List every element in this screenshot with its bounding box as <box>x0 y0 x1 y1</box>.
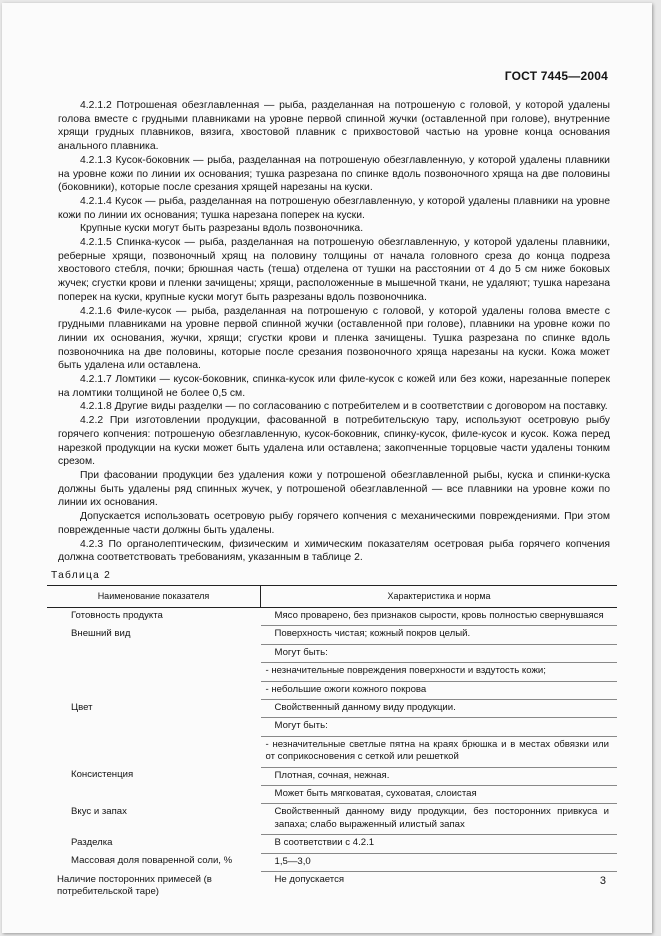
row-value: Могут быть: <box>261 718 618 736</box>
row-name <box>47 718 261 736</box>
specification-table <box>47 585 617 901</box>
table-row <box>47 736 617 767</box>
table-row <box>47 663 617 681</box>
row-value: - незначительные светлые пятна на краях брюшка и в местах обвязки или от соприкосновения с сеткой или решеткой <box>261 736 618 767</box>
row-name: Наличие посторонних примесей (в потребительской таре) <box>57 873 212 897</box>
row-value: - небольшие ожоги кожного покрова <box>261 681 618 699</box>
paragraph-4-2-1-7: 4.2.1.7 Ломтики — кусок-боковник, спинка-кусок или филе-кусок с кожей или без кожи, нарезанные поперек на ломтики толщиной не более 0,5 см. <box>58 374 610 399</box>
table-row <box>47 804 617 835</box>
paragraph-4-2-1-3: 4.2.1.3 Кусок-боковник — рыба, разделанная на потрошеную обезглавленную, у которой удалены плавники на уровне кожи по линии их основания; тушка разрезана по спинке вдоль позвоночного хряща на две половины (боковники), которые после срезания хрящей нарезаны на куски. <box>58 154 610 194</box>
paragraph-4-2-1-2: 4.2.1.2 Потрошеная обезглавленная — рыба, разделанная на потрошеную с головой, у которой удалены голова вместе с грудными плавниками на уровне первой спинной жучки (оставленной при голове), внутренние хрящи грудных плавников, вязига, хвостовой плавник с прихвостовой частью на уровне конца основания анального плавника. <box>58 100 610 153</box>
header-norm: Характеристика и норма <box>261 586 618 608</box>
table-row <box>47 644 617 662</box>
paragraph-4-2-1-5: 4.2.1.5 Спинка-кусок — рыба, разделанная на потрошеную обезглавленную, у которой удалены плавники, реберные хрящи, позвоночный хрящ на половину толщины от начала головного среза до конца подреза хвостового стебля, почки; брюшная часть (теша) отделена от тушки на расстоянии от 4 до 5 см ниже боковых жучек; сгустки крови и пленки зачищены; хрящи, расположенные в мышечной ткани, не удаляют; тушка нарезана поперек на куски, крупные куски могут быть разрезаны вдоль позвоночника. <box>58 237 610 303</box>
paragraph-large-pieces: Крупные куски могут быть разрезаны вдоль позвоночника. <box>80 223 364 235</box>
table-header-row <box>47 586 617 608</box>
row-value: - незначительные повреждения поверхности и вздутость кожи; <box>261 663 618 681</box>
row-name: Цвет <box>71 701 93 713</box>
paragraph-packaging: При фасовании продукции без удаления кожи у потрошеной обезглавленной рыбы, куска и спинки-куска должны быть удалены ряд спинных жучек, у потрошеной обезглавленной — все плавники на уровне кожи по линии их основания. <box>58 469 610 509</box>
row-name <box>47 786 261 804</box>
row-value: 1,5—3,0 <box>261 853 618 871</box>
row-name <box>47 681 261 699</box>
row-name: Массовая доля поваренной соли, % <box>71 855 233 867</box>
table-row <box>47 700 617 718</box>
table-row <box>47 786 617 804</box>
table-row <box>47 681 617 699</box>
row-value: Свойственный данному виду продукции. <box>261 700 618 718</box>
table-row <box>47 853 617 871</box>
row-name: Внешний вид <box>71 627 131 639</box>
paragraph-4-2-1-8: 4.2.1.8 Другие виды разделки — по согласованию с потребителем и в соответствии с договором на поставку. <box>80 401 608 413</box>
paragraph-4-2-1-4: 4.2.1.4 Кусок — рыба, разделанная на потрошеную обезглавленную, у которой удалены плавники на уровне кожи по линии их основания; тушка нарезана поперек на куски. <box>58 195 610 221</box>
table-row <box>47 835 617 853</box>
row-name: Разделка <box>71 836 113 848</box>
row-value: Не допускается <box>274 874 345 886</box>
row-value: Плотная, сочная, нежная. <box>261 767 618 785</box>
table-row <box>47 872 617 902</box>
table-row <box>47 767 617 785</box>
document-page <box>2 3 652 933</box>
row-name <box>47 663 261 681</box>
row-value: Могут быть: <box>261 644 618 662</box>
row-name: Вкус и запах <box>71 805 127 817</box>
row-value: Мясо проварено, без признаков сырости, кровь полностью свернувшаяся <box>261 608 618 626</box>
table-row <box>47 608 617 626</box>
paragraph-4-2-3: 4.2.3 По органолептическим, физическим и химическим показателям осетровая рыба горячего копчения должна соответствовать требованиям, указанным в таблице 2. <box>58 538 610 564</box>
table-row <box>47 626 617 644</box>
paragraph-4-2-2: 4.2.2 При изготовлении продукции, фасованной в потребительскую тару, используют осетровую рыбу горячего копчения: потрошеную обезглавленную, кусок-боковник, спинку-кусок, филе-кусок и кусок. Кожа перед нарезкой продукции на куски может быть удалена или оставлена; закопченные торцовые части удалены тонким срезом. <box>58 415 610 468</box>
row-value: Может быть мягковатая, суховатая, слоистая <box>261 786 618 804</box>
table-row <box>47 718 617 736</box>
table-caption: Таблица 2 <box>51 570 112 581</box>
row-name <box>47 644 261 662</box>
row-value: Свойственный данному виду продукции, без посторонних привкуса и запаха; слабо выраженный илистый запах <box>261 804 618 835</box>
page-number: 3 <box>599 875 606 887</box>
body-text <box>58 99 610 565</box>
row-value: В соответствии с 4.2.1 <box>261 835 618 853</box>
header-indicator: Наименование показателя <box>47 586 261 608</box>
paragraph-4-2-1-6: 4.2.1.6 Филе-кусок — рыба, разделанная на потрошеную с головой, у которой удалены голова вместе с грудными плавниками на уровне первой спинной жучки (оставленной при голове), плавники на уровне кожи по линии их основания, жучки, хрящи; сгустки крови и пленка зачищены. Тушка разрезана по спинке вдоль позвоночника на две половины, которые после срезания позвоночного хряща нарезаны на куски. Кожа может быть удалена или оставлена. <box>58 305 610 372</box>
row-value: Поверхность чистая; кожный покров целый. <box>261 626 618 644</box>
row-name <box>47 736 261 767</box>
row-name: Консистенция <box>71 769 134 781</box>
paragraph-damage: Допускается использовать осетровую рыбу горячего копчения с механическими повреждениями. При этом поврежденные части должны быть удалены. <box>58 511 610 536</box>
document-code: ГОСТ 7445—2004 <box>504 69 608 83</box>
row-name: Готовность продукта <box>71 610 163 621</box>
